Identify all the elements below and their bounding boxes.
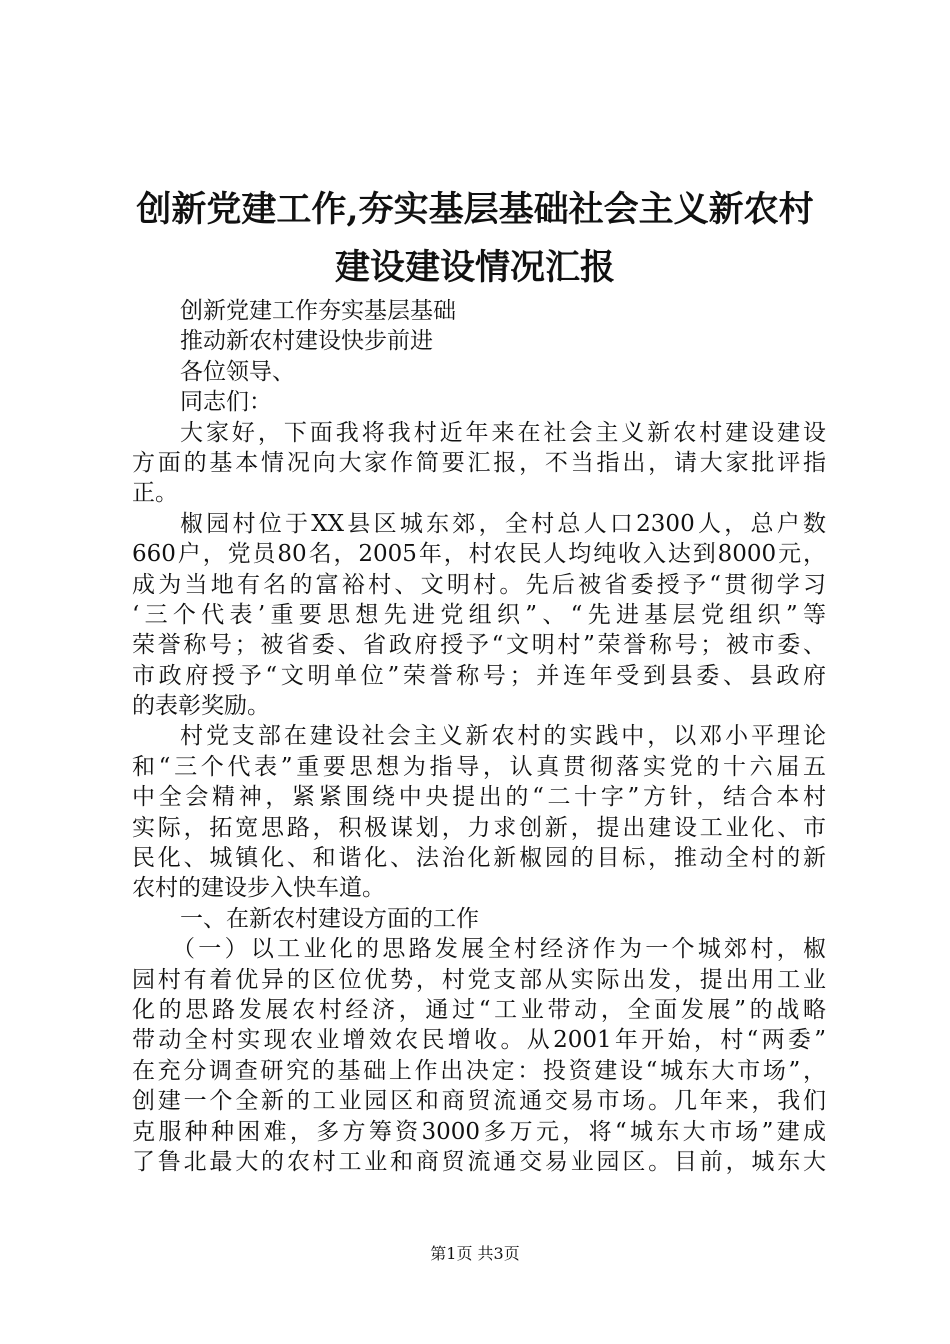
body-text-line: 大家好，下面我将我村近年来在社会主义新农村建设建设 xyxy=(180,419,826,446)
body-text-line: 中全会精神，紧紧围绕中央提出的“二十字”方针，结合本村 xyxy=(132,784,826,811)
body-text-line: 推动新农村建设快步前进 xyxy=(180,328,433,355)
body-text-line: 各位领导、 xyxy=(180,358,295,385)
body-text-line: （一）以工业化的思路发展全村经济作为一个城郊村，椒 xyxy=(172,936,826,963)
body-text-line: 村党支部在建设社会主义新农村的实践中，以邓小平理论 xyxy=(180,723,826,750)
body-text-line: 的表彰奖励。 xyxy=(132,693,270,720)
body-text-line: 民化、城镇化、和谐化、法治化新椒园的目标，推动全村的新 xyxy=(132,845,826,872)
body-text-line: 带动全村实现农业增效农民增收。从2001年开始，村“两委” xyxy=(132,1027,826,1054)
body-text-line: ‘三个代表’重要思想先进党组织”、“先进基层党组织”等 xyxy=(132,601,826,628)
body-text-line: 在充分调查研究的基础上作出决定：投资建设“城东大市场”， xyxy=(132,1057,826,1084)
body-text-line: 创建一个全新的工业园区和商贸流通交易市场。几年来，我们 xyxy=(132,1088,826,1115)
body-text-line: 实际，拓宽思路，积极谋划，力求创新，提出建设工业化、市 xyxy=(132,814,826,841)
body-text-line: 园村有着优异的区位优势，村党支部从实际出发，提出用工业 xyxy=(132,966,826,993)
body-text-line: 化的思路发展农村经济，通过“工业带动，全面发展”的战略 xyxy=(132,996,826,1023)
body-text-line: 成为当地有名的富裕村、文明村。先后被省委授予“贯彻学习 xyxy=(132,571,826,598)
body-text-line: 660户，党员80名，2005年，村农民人均纯收入达到8000元， xyxy=(132,541,826,568)
body-text-line: 农村的建设步入快车道。 xyxy=(132,875,385,902)
document-title-line-1: 创新党建工作,夯实基层基础社会主义新农村 xyxy=(136,189,814,230)
body-text-line: 克服种种困难，多方筹资3000多万元，将“城东大市场”建成 xyxy=(132,1118,826,1145)
body-text-line: 椒园村位于XX县区城东郊，全村总人口2300人，总户数 xyxy=(180,510,826,537)
document-title-line-2: 建设建设情况汇报 xyxy=(334,247,615,288)
body-text-line: 和“三个代表”重要思想为指导，认真贯彻落实党的十六届五 xyxy=(132,753,826,780)
body-text-line: 荣誉称号；被省委、省政府授予“文明村”荣誉称号；被市委、 xyxy=(132,632,826,659)
page-footer: 第1页 共3页 xyxy=(430,1244,520,1263)
document-body xyxy=(132,296,826,1177)
body-text-line: 同志们： xyxy=(180,389,272,416)
body-text-line: 了鲁北最大的农村工业和商贸流通交易业园区。目前，城东大 xyxy=(132,1148,826,1175)
body-text-line: 方面的基本情况向大家作简要汇报，不当指出，请大家批评指 xyxy=(132,449,826,476)
body-text-line: 正。 xyxy=(132,480,178,507)
body-text-line: 市政府授予“文明单位”荣誉称号；并连年受到县委、县政府 xyxy=(132,662,826,689)
body-text-line: 创新党建工作夯实基层基础 xyxy=(180,298,456,324)
body-text-line: 一、在新农村建设方面的工作 xyxy=(180,905,479,932)
